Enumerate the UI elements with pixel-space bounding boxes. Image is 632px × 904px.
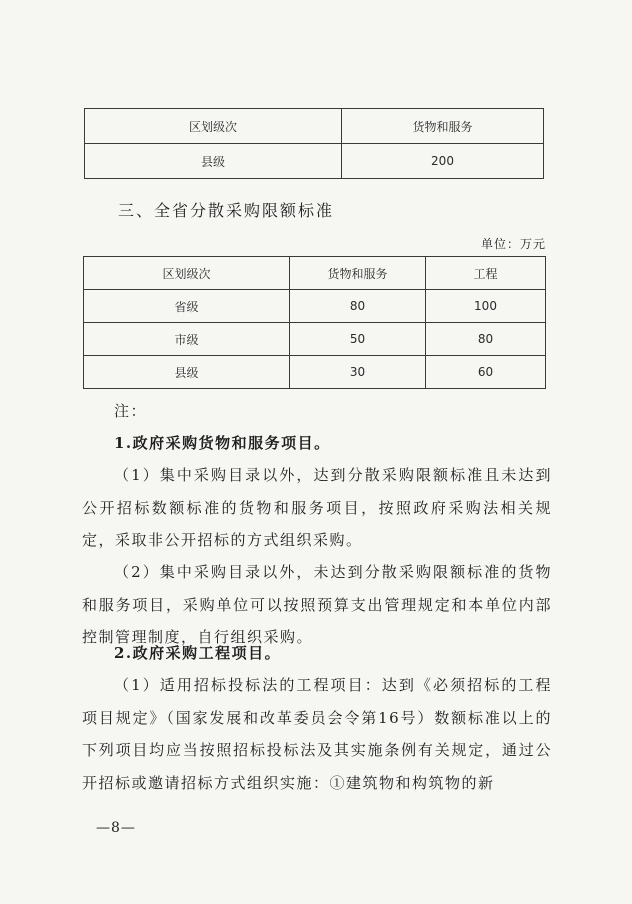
note-item1-paragraph1: （1）集中采购目录以外，达到分散采购限额标准且未达到公开招标数额标准的货物和服务项目，按照政府采购法相关规定，采取非公开招标的方式组织采购。 bbox=[82, 466, 552, 549]
table-cell: 50 bbox=[290, 323, 426, 356]
table-cell: 市级 bbox=[84, 323, 290, 356]
table-header-cell: 区划级次 bbox=[85, 109, 342, 144]
table-row bbox=[84, 356, 546, 389]
table-cell: 80 bbox=[426, 323, 546, 356]
table-cell: 30 bbox=[290, 356, 426, 389]
note-item1-title: 1.政府采购货物和服务项目。 bbox=[114, 434, 331, 452]
section-heading: 三、全省分散采购限额标准 bbox=[118, 201, 335, 220]
notes-label: 注： bbox=[114, 402, 148, 420]
note-item1-paragraph2: （2）集中采购目录以外，未达到分散采购限额标准的货物和服务项目，采购单位可以按照预算支出管理规定和本单位内部控制管理制度，自行组织采购。 bbox=[82, 563, 552, 646]
table-header-cell: 工程 bbox=[426, 257, 546, 290]
table-cell: 100 bbox=[426, 290, 546, 323]
table-cell: 80 bbox=[290, 290, 426, 323]
table-header-cell: 区划级次 bbox=[84, 257, 290, 290]
table-row bbox=[85, 144, 544, 179]
table-header-cell: 货物和服务 bbox=[342, 109, 544, 144]
threshold-table-top bbox=[84, 108, 544, 179]
table-row bbox=[84, 323, 546, 356]
table-cell: 县级 bbox=[84, 356, 290, 389]
table-header-cell: 货物和服务 bbox=[290, 257, 426, 290]
unit-label: 单位：万元 bbox=[480, 237, 546, 251]
decentralized-procurement-table bbox=[83, 256, 546, 389]
note-item2-paragraph1: （1）适用招标投标法的工程项目：达到《必须招标的工程项目规定》（国家发展和改革委员会令第16号）数额标准以上的下列项目均应当按照招标投标法及其实施条例有关规定，通过公开招标或邀请招标方式组织实施：①建筑物和构筑物的新 bbox=[82, 676, 552, 792]
table-cell: 200 bbox=[342, 144, 544, 179]
table-row bbox=[84, 290, 546, 323]
table-header-row bbox=[84, 257, 546, 290]
table-cell: 省级 bbox=[84, 290, 290, 323]
table-cell: 县级 bbox=[85, 144, 342, 179]
table-cell: 60 bbox=[426, 356, 546, 389]
page-number: —8— bbox=[96, 820, 136, 836]
table-header-row bbox=[85, 109, 544, 144]
note-item2-title: 2.政府采购工程项目。 bbox=[114, 644, 282, 662]
